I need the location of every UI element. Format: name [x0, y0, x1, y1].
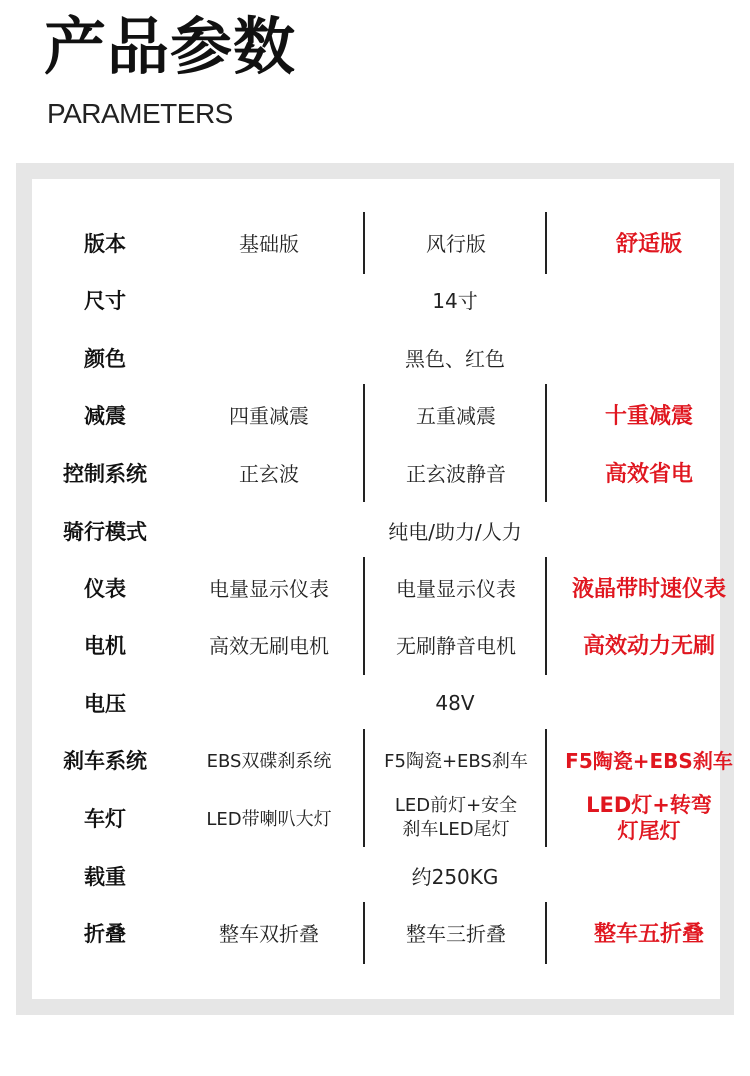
shushi-value: 高效动力无刷 — [582, 634, 715, 659]
shared-value: 约250KG — [411, 865, 499, 889]
basic-value: 整车双折叠 — [219, 922, 319, 946]
row-label: 控制系统 — [63, 461, 147, 486]
shared-value: 黑色、红色 — [405, 347, 505, 371]
fengxing-value: LED前灯+安全刹车LED尾灯 — [394, 794, 518, 840]
table-row-color — [0, 329, 750, 386]
page-subtitle: PARAMETERS — [47, 98, 233, 129]
column-divider — [363, 384, 365, 502]
table-row-lights — [0, 789, 750, 846]
row-label: 车灯 — [84, 806, 126, 831]
shared-value: 48V — [435, 690, 475, 715]
row-label: 电压 — [84, 691, 126, 716]
column-divider — [545, 729, 547, 847]
row-label: 颜色 — [84, 346, 126, 371]
table-row-brake — [0, 731, 750, 788]
fengxing-edition-header: 风行版 — [426, 232, 486, 256]
fengxing-value: 整车三折叠 — [406, 922, 506, 946]
column-divider — [363, 729, 365, 847]
table-row-suspension — [0, 386, 750, 443]
row-label: 折叠 — [84, 921, 126, 946]
fengxing-value: 无刷静音电机 — [396, 634, 516, 658]
row-label: 减震 — [84, 403, 126, 428]
table-row-folding — [0, 904, 750, 961]
column-divider — [363, 902, 365, 964]
basic-value: 高效无刷电机 — [209, 634, 329, 658]
row-label: 尺寸 — [84, 288, 126, 313]
column-divider — [545, 384, 547, 502]
table-row-size — [0, 271, 750, 328]
column-divider — [363, 557, 365, 675]
column-divider — [545, 557, 547, 675]
basic-value: 正玄波 — [239, 462, 299, 486]
shushi-value: 液晶带时速仪表 — [571, 577, 726, 602]
column-divider — [545, 212, 547, 274]
table-row-controller — [0, 444, 750, 501]
table-row-meter — [0, 559, 750, 616]
page-title: 产品参数 — [44, 10, 297, 83]
row-label: 仪表 — [84, 576, 126, 601]
shushi-value: F5陶瓷+EBS刹车 — [565, 749, 733, 773]
column-divider — [363, 212, 365, 274]
column-divider — [545, 902, 547, 964]
table-row-version — [0, 214, 750, 271]
table-row-voltage — [0, 674, 750, 731]
table-row-load — [0, 847, 750, 904]
shushi-value: 十重减震 — [604, 404, 693, 429]
basic-edition-header: 基础版 — [239, 232, 299, 256]
shushi-value: 整车五折叠 — [593, 922, 704, 947]
row-label: 载重 — [84, 864, 126, 889]
fengxing-value: 正玄波静音 — [406, 462, 506, 486]
shushi-value: 高效省电 — [604, 462, 693, 487]
table-row-motor — [0, 616, 750, 673]
fengxing-value: F5陶瓷+EBS刹车 — [384, 750, 528, 772]
fengxing-value: 电量显示仪表 — [396, 577, 516, 601]
basic-value: LED带喇叭大灯 — [206, 808, 332, 830]
basic-value: 四重减震 — [229, 404, 309, 428]
shared-value: 纯电/助力/人力 — [388, 520, 522, 544]
shushi-edition-header: 舒适版 — [615, 232, 682, 257]
row-label: 电机 — [84, 633, 126, 658]
shared-value: 14寸 — [432, 289, 478, 313]
table-row-riding-mode — [0, 502, 750, 559]
basic-value: 电量显示仪表 — [209, 577, 329, 601]
fengxing-value: 五重减震 — [416, 404, 496, 428]
row-label: 骑行模式 — [63, 519, 147, 544]
row-label: 版本 — [84, 231, 126, 256]
basic-value: EBS双碟刹系统 — [206, 750, 332, 772]
row-label: 刹车系统 — [63, 748, 147, 773]
shushi-value: LED灯+转弯灯尾灯 — [586, 792, 712, 843]
